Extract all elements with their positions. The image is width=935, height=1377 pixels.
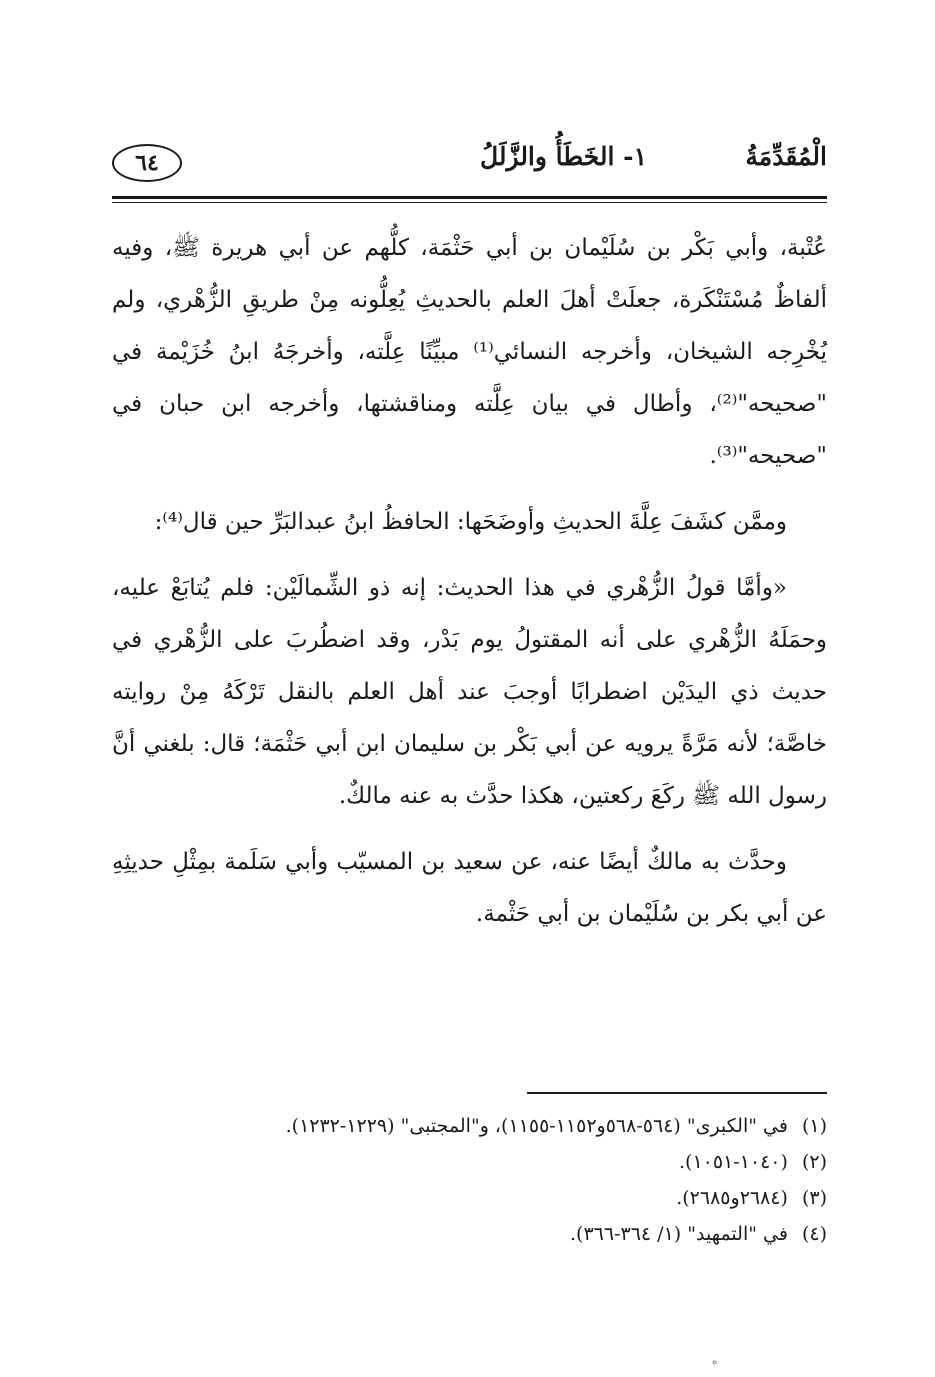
footnote-text: (٢٦٨٤و٢٦٨٥).: [676, 1187, 788, 1209]
chapter-title: ١- الخَطَأُ والزَّلَلُ: [479, 142, 647, 171]
footnote: [112, 1216, 827, 1252]
main-text: [112, 222, 827, 954]
paragraph: عُتْبة، وأبي بَكْر بن سُلَيْمان بن أبي حَثْمَة، كلُّهم عن أبي هريرة ﷺ، وفيه ألفاظٌ مُسْتَنْكَرة، جعلَتْ أهلَ العلم بالحديثِ يُعِلُّونه مِنْ طريقِ الزُّهْري، ولم يُخْرِجه الشيخان، وأخرجه النسائي⁽¹⁾ مبيِّنًا عِلَّته، وأخرجَهُ ابنُ خُزَيْمة في "صحيحه"⁽²⁾، وأطال في بيان عِلَّته ومناقشتها، وأخرجه ابن حبان في "صحيحه"⁽³⁾.: [112, 235, 827, 469]
page-number: ٦٤: [112, 144, 182, 182]
paragraph: وحدَّث به مالكٌ أيضًا عنه، عن سعيد بن المسيّب وأبي سَلَمة بمِثْلِ حديثِهِ عن أبي بكر بن سُلَيْمان بن أبي حَثْمة.: [112, 849, 827, 927]
footnote-number: (١): [801, 1115, 827, 1137]
quote-paragraph: «وأمَّا قولُ الزُّهْري في هذا الحديث: إنه ذو الشِّمالَيْن: فلم يُتابَعْ عليه، وحمَلَهُ الزُّهْري على أنه المقتولُ يوم بَدْر، وقد اضطُربَ على الزُّهْري في حديث ذي اليدَيْن اضطرابًا أوجبَ عند أهل العلم بالنقل تَرْكَهُ مِنْ روايته خاصَّة؛ لأنه مَرَّةً يرويه عن أبي بَكْر بن سليمان ابن أبي حَثْمَة؛ قال: بلغني أنَّ رسول الله ﷺ ركَعَ ركعتين، هكذا حدَّث به عنه مالكٌ.: [112, 575, 827, 809]
footnote-text: في "التمهيد" (١/ ٣٦٤-٣٦٦).: [570, 1223, 788, 1245]
section-title: الْمُقَدِّمَةُ: [745, 142, 827, 171]
footnote-number: (٤): [801, 1223, 827, 1245]
header-rule-thin: [112, 202, 827, 203]
header-rule-thick: [112, 196, 827, 199]
page-header: [112, 140, 827, 190]
footnotes: [112, 1108, 827, 1252]
footnote: [112, 1144, 827, 1180]
footnote-number: (٣): [801, 1187, 827, 1209]
footnote: [112, 1108, 827, 1144]
footnote-text: (١٠٤٠-١٠٥١).: [678, 1151, 788, 1173]
paragraph: وممَّن كشَفَ عِلَّةَ الحديثِ وأوضَحَها: الحافظُ ابنُ عبدالبَرِّ حين قال⁽⁴⁾:: [154, 509, 787, 535]
footnote-separator: [527, 1092, 827, 1094]
page-mark: ه: [712, 1356, 718, 1367]
footnote-number: (٢): [801, 1151, 827, 1173]
footnote-text: في "الكبرى" (٥٦٤-٥٦٨و١١٥٢-١١٥٥)، و"المجتبى" (١٢٢٩-١٢٣٢).: [285, 1115, 788, 1137]
footnote: [112, 1180, 827, 1216]
